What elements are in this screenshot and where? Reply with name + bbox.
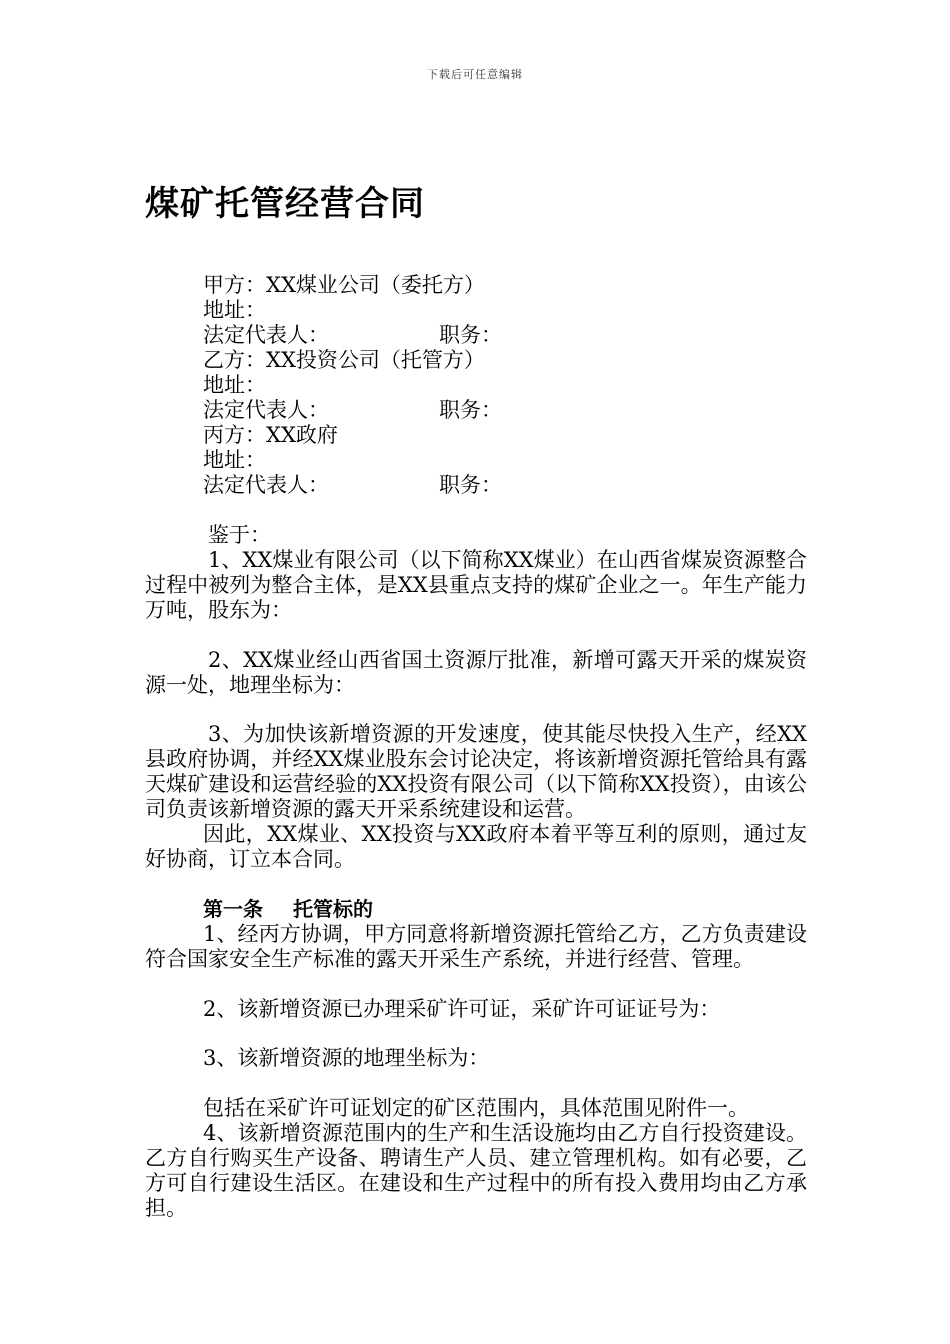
party-b-address-label: 地址： [203, 373, 266, 397]
article-1-clause-3: 3、该新增资源的地理坐标为： [203, 1046, 490, 1070]
party-a-position-label: 职务： [439, 323, 502, 347]
party-c-name [203, 423, 803, 448]
party-a-address-label: 地址： [203, 298, 266, 322]
article-1-title: 托管标的 [293, 897, 373, 921]
article-1-clause-3-scope: 包括在采矿许可证划定的矿区范围内，具体范围见附件一。 [203, 1096, 749, 1120]
recital-item-1: 1、XX煤业有限公司（以下简称XX煤业）在山西省煤炭资源整合过程中被列为整合主体，是XX县重点支持的煤矿企业之一。年生产能力 万吨，股东为： [145, 548, 828, 622]
party-b-rep-row [203, 398, 803, 423]
party-a-rep-row [203, 323, 803, 348]
article-1-clause-2: 2、该新增资源已办理采矿许可证，采矿许可证证号为： [203, 997, 721, 1021]
article-1-clause-4: 4、该新增资源范围内的生产和生活设施均由乙方自行投资建设。乙方自行购买生产设备、聘请生产人员、建立管理机构。如有必要，乙方可自行建设生活区。在建设和生产过程中的所有投入费用均由乙方承担。 [145, 1121, 807, 1220]
party-c-address [203, 448, 803, 473]
party-b-name-text: 乙方：XX投资公司（托管方） [203, 348, 485, 372]
party-b-position-label: 职务： [439, 398, 502, 422]
document-title: 煤矿托管经营合同 [145, 184, 425, 224]
recitals-intro: 鉴于： [208, 523, 271, 547]
party-b-address [203, 373, 803, 398]
article-1-clause-1: 1、经丙方协调，甲方同意将新增资源托管给乙方，乙方负责建设符合国家安全生产标准的露天开采生产系统，并进行经营、管理。 [145, 922, 807, 971]
recital-item-3: 3、为加快该新增资源的开发速度，使其能尽快投入生产，经XX县政府协调，并经XX煤业股东会讨论决定，将该新增资源托管给具有露天煤矿建设和运营经验的XX投资有限公司（以下简称XX投资），由该公司负责该新增资源的露天开采系统建设和运营。 [145, 722, 807, 821]
recital-therefore: 因此，XX煤业、XX投资与XX政府本着平等互利的原则，通过友好协商，订立本合同。 [145, 822, 807, 871]
party-c-position-label: 职务： [439, 473, 502, 497]
recital-item-2: 2、XX煤业经山西省国土资源厅批准，新增可露天开采的煤炭资源一处，地理坐标为： [145, 648, 807, 697]
header-note: 下载后可任意编辑 [427, 68, 523, 81]
party-a-address [203, 298, 803, 323]
party-b-name [203, 348, 803, 373]
parties-block [203, 273, 803, 498]
party-c-name-text: 丙方：XX政府 [203, 423, 338, 447]
party-a-name-text: 甲方：XX煤业公司（委托方） [203, 273, 485, 297]
party-c-address-label: 地址： [203, 448, 266, 472]
party-b-rep-label: 法定代表人： [203, 398, 329, 422]
article-1-heading [203, 897, 373, 922]
party-a-rep-label: 法定代表人： [203, 323, 329, 347]
party-a-name [203, 273, 803, 298]
party-c-rep-row [203, 473, 803, 498]
article-1-number: 第一条 [203, 897, 263, 921]
party-c-rep-label: 法定代表人： [203, 473, 329, 497]
